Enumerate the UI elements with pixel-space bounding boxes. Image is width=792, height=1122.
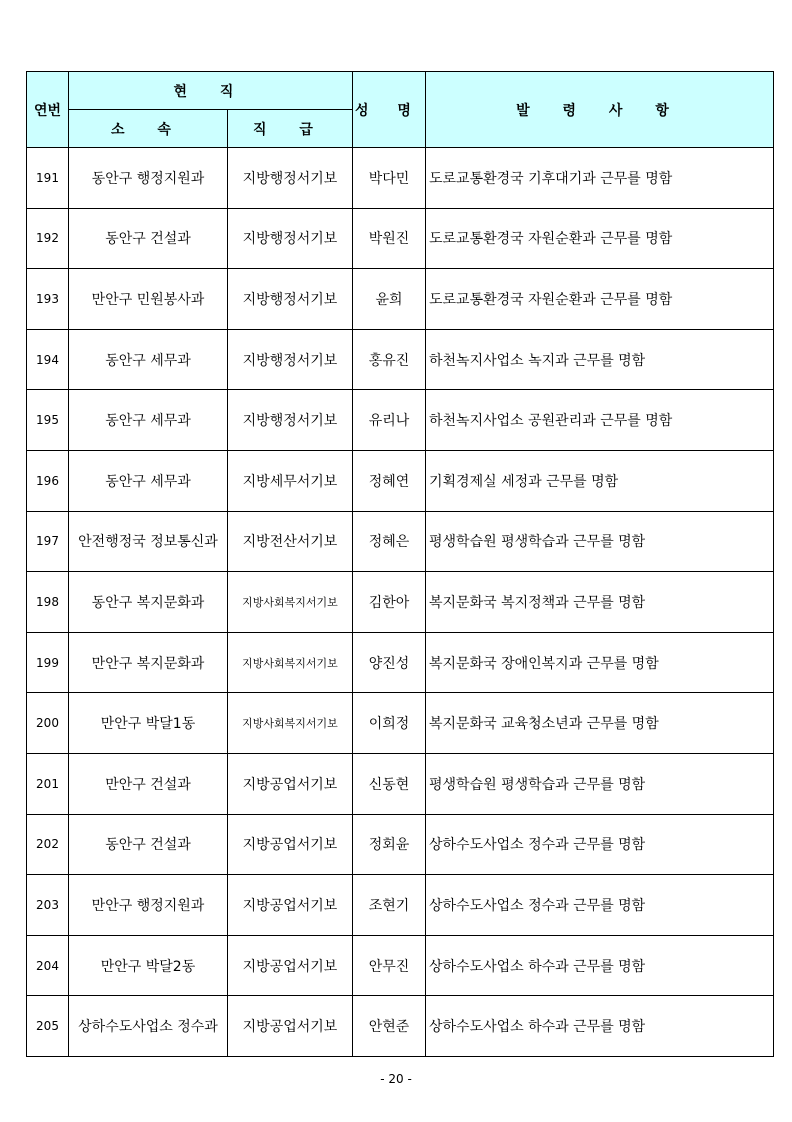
table-row	[27, 329, 774, 390]
row-number: 196	[27, 450, 69, 511]
row-rank: 지방공업서기보	[228, 935, 353, 996]
row-rank: 지방행정서기보	[228, 329, 353, 390]
header-department: 소 속	[69, 110, 228, 148]
header-current-position: 현 직	[69, 72, 353, 110]
row-appointment: 평생학습원 평생학습과 근무를 명함	[426, 753, 774, 814]
table-row	[27, 450, 774, 511]
row-rank: 지방세무서기보	[228, 450, 353, 511]
table-row	[27, 693, 774, 754]
row-appointment: 상하수도사업소 하수과 근무를 명함	[426, 935, 774, 996]
row-appointment: 상하수도사업소 하수과 근무를 명함	[426, 996, 774, 1057]
row-appointment: 복지문화국 복지정책과 근무를 명함	[426, 572, 774, 633]
header-seq: 연번	[27, 72, 69, 148]
row-name: 안현준	[353, 996, 426, 1057]
row-name: 이희정	[353, 693, 426, 754]
row-number: 205	[27, 996, 69, 1057]
row-rank: 지방사회복지서기보	[228, 632, 353, 693]
table-row	[27, 632, 774, 693]
row-appointment: 도로교통환경국 자원순환과 근무를 명함	[426, 208, 774, 269]
row-appointment: 도로교통환경국 기후대기과 근무를 명함	[426, 148, 774, 209]
row-appointment: 도로교통환경국 자원순환과 근무를 명함	[426, 269, 774, 330]
row-rank: 지방공업서기보	[228, 996, 353, 1057]
row-name: 유리나	[353, 390, 426, 451]
row-number: 201	[27, 753, 69, 814]
row-name: 양진성	[353, 632, 426, 693]
row-department: 동안구 건설과	[69, 208, 228, 269]
row-appointment: 하천녹지사업소 녹지과 근무를 명함	[426, 329, 774, 390]
row-department: 상하수도사업소 정수과	[69, 996, 228, 1057]
row-name: 홍유진	[353, 329, 426, 390]
table-row	[27, 996, 774, 1057]
row-number: 191	[27, 148, 69, 209]
table-row	[27, 875, 774, 936]
row-rank: 지방사회복지서기보	[228, 693, 353, 754]
row-rank: 지방행정서기보	[228, 269, 353, 330]
row-rank: 지방사회복지서기보	[228, 572, 353, 633]
row-department: 만안구 박달2동	[69, 935, 228, 996]
header-rank: 직 급	[228, 110, 353, 148]
row-department: 동안구 세무과	[69, 450, 228, 511]
table-row	[27, 269, 774, 330]
table-row	[27, 814, 774, 875]
row-rank: 지방행정서기보	[228, 148, 353, 209]
row-rank: 지방행정서기보	[228, 208, 353, 269]
row-appointment: 복지문화국 교육청소년과 근무를 명함	[426, 693, 774, 754]
row-department: 동안구 건설과	[69, 814, 228, 875]
row-department: 만안구 행정지원과	[69, 875, 228, 936]
table-header	[27, 72, 774, 148]
row-appointment: 복지문화국 장애인복지과 근무를 명함	[426, 632, 774, 693]
row-department: 만안구 복지문화과	[69, 632, 228, 693]
row-rank: 지방행정서기보	[228, 390, 353, 451]
row-number: 198	[27, 572, 69, 633]
row-number: 202	[27, 814, 69, 875]
row-number: 199	[27, 632, 69, 693]
row-name: 박다민	[353, 148, 426, 209]
table-row	[27, 572, 774, 633]
page-number: - 20 -	[380, 1072, 412, 1086]
row-number: 204	[27, 935, 69, 996]
row-department: 동안구 세무과	[69, 329, 228, 390]
row-rank: 지방전산서기보	[228, 511, 353, 572]
row-department: 만안구 민원봉사과	[69, 269, 228, 330]
row-department: 동안구 세무과	[69, 390, 228, 451]
row-name: 김한아	[353, 572, 426, 633]
row-name: 박원진	[353, 208, 426, 269]
row-department: 만안구 건설과	[69, 753, 228, 814]
personnel-order-table	[26, 71, 774, 1057]
row-number: 192	[27, 208, 69, 269]
row-name: 윤희	[353, 269, 426, 330]
row-appointment: 평생학습원 평생학습과 근무를 명함	[426, 511, 774, 572]
row-name: 정회윤	[353, 814, 426, 875]
table-row	[27, 935, 774, 996]
row-department: 만안구 박달1동	[69, 693, 228, 754]
header-appointment: 발 령 사 항	[426, 72, 774, 148]
row-appointment: 하천녹지사업소 공원관리과 근무를 명함	[426, 390, 774, 451]
row-name: 정혜은	[353, 511, 426, 572]
row-department: 동안구 행정지원과	[69, 148, 228, 209]
header-name: 성 명	[353, 72, 426, 148]
row-appointment: 상하수도사업소 정수과 근무를 명함	[426, 875, 774, 936]
table-row	[27, 753, 774, 814]
row-rank: 지방공업서기보	[228, 814, 353, 875]
table-row	[27, 208, 774, 269]
row-number: 193	[27, 269, 69, 330]
row-number: 203	[27, 875, 69, 936]
row-name: 조현기	[353, 875, 426, 936]
row-rank: 지방공업서기보	[228, 875, 353, 936]
row-number: 194	[27, 329, 69, 390]
row-name: 신동현	[353, 753, 426, 814]
row-department: 동안구 복지문화과	[69, 572, 228, 633]
row-number: 195	[27, 390, 69, 451]
row-appointment: 기획경제실 세정과 근무를 명함	[426, 450, 774, 511]
row-department: 안전행정국 정보통신과	[69, 511, 228, 572]
table-body	[27, 148, 774, 1057]
row-appointment: 상하수도사업소 정수과 근무를 명함	[426, 814, 774, 875]
row-number: 200	[27, 693, 69, 754]
row-name: 정혜연	[353, 450, 426, 511]
table-row	[27, 511, 774, 572]
table-row	[27, 390, 774, 451]
row-name: 안무진	[353, 935, 426, 996]
row-rank: 지방공업서기보	[228, 753, 353, 814]
row-number: 197	[27, 511, 69, 572]
table-row	[27, 148, 774, 209]
